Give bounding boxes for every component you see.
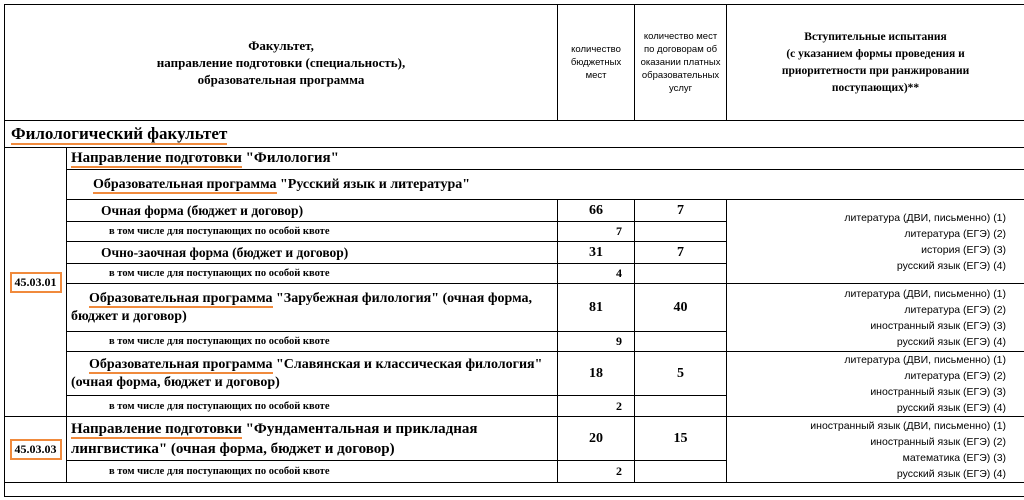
paid-value: 7 (635, 200, 727, 222)
program-code: 45.03.01 (10, 272, 62, 293)
table-header-row (5, 5, 1024, 121)
program-title: Образовательная программа "Русский язык и литература" (67, 170, 1024, 200)
quota-label: в том числе для поступающих по особой квоте (67, 222, 558, 242)
empty-cell (5, 483, 1024, 497)
program-title: Образовательная программа "Зарубежная филология" (очная форма, бюджет и договор) (67, 284, 558, 332)
header-paid: количество мест по договорам об оказании платных образовательных услуг (635, 5, 727, 121)
budget-value: 20 (558, 417, 635, 461)
empty-cell (635, 222, 727, 242)
quota-label: в том числе для поступающих по особой квоте (67, 461, 558, 483)
admission-table (4, 4, 1024, 497)
paid-value: 7 (635, 242, 727, 264)
quota-value: 2 (558, 461, 635, 483)
table-row (5, 200, 1024, 222)
budget-value: 81 (558, 284, 635, 332)
quota-label: в том числе для поступающих по особой квоте (67, 264, 558, 284)
direction-title: Направление подготовки "Филология" (67, 148, 1024, 170)
paid-value: 40 (635, 284, 727, 332)
table-row (5, 352, 1024, 396)
header-program: Факультет, направление подготовки (специальность), образовательная программа (5, 5, 558, 121)
code-cell-2 (5, 417, 67, 483)
quota-value: 9 (558, 332, 635, 352)
exam-list: литература (ДВИ, письменно) (1) литература (ЕГЭ) (2) история (ЕГЭ) (3) русский язык (ЕГЭ) (4) (727, 200, 1024, 284)
quota-label: в том числе для поступающих по особой квоте (67, 396, 558, 417)
exam-list: иностранный язык (ДВИ, письменно) (1) иностранный язык (ЕГЭ) (2) математика (ЕГЭ) (3) русский язык (ЕГЭ) (4) (727, 417, 1024, 483)
budget-value: 31 (558, 242, 635, 264)
faculty-row (5, 121, 1024, 148)
quota-label: в том числе для поступающих по особой квоте (67, 332, 558, 352)
paid-value: 15 (635, 417, 727, 461)
quota-value: 4 (558, 264, 635, 284)
code-cell-1 (5, 148, 67, 417)
direction-title: Направление подготовки "Фундаментальная и прикладная лингвистика" (очная форма, бюджет и договор) (67, 417, 558, 461)
table-row-cutoff (5, 483, 1024, 497)
exam-list: литература (ДВИ, письменно) (1) литература (ЕГЭ) (2) иностранный язык (ЕГЭ) (3) русский язык (ЕГЭ) (4) (727, 352, 1024, 417)
form-label: Очная форма (бюджет и договор) (67, 200, 558, 222)
empty-cell (635, 461, 727, 483)
empty-cell (635, 332, 727, 352)
empty-cell (635, 264, 727, 284)
form-label: Очно-заочная форма (бюджет и договор) (67, 242, 558, 264)
header-exams: Вступительные испытания (с указанием формы проведения и приоритетности при ранжировании поступающих)** (727, 5, 1024, 121)
program-title: Образовательная программа "Славянская и классическая филология" (очная форма, бюджет и договор) (67, 352, 558, 396)
program-row (5, 170, 1024, 200)
program-code: 45.03.03 (10, 439, 62, 460)
quota-value: 7 (558, 222, 635, 242)
paid-value: 5 (635, 352, 727, 396)
direction-row (5, 148, 1024, 170)
quota-value: 2 (558, 396, 635, 417)
direction-row (5, 417, 1024, 461)
exam-list: литература (ДВИ, письменно) (1) литература (ЕГЭ) (2) иностранный язык (ЕГЭ) (3) русский язык (ЕГЭ) (4) (727, 284, 1024, 352)
table-row (5, 284, 1024, 332)
faculty-title: Филологический факультет (5, 121, 1024, 148)
header-budget: количество бюджетных мест (558, 5, 635, 121)
budget-value: 66 (558, 200, 635, 222)
empty-cell (635, 396, 727, 417)
budget-value: 18 (558, 352, 635, 396)
